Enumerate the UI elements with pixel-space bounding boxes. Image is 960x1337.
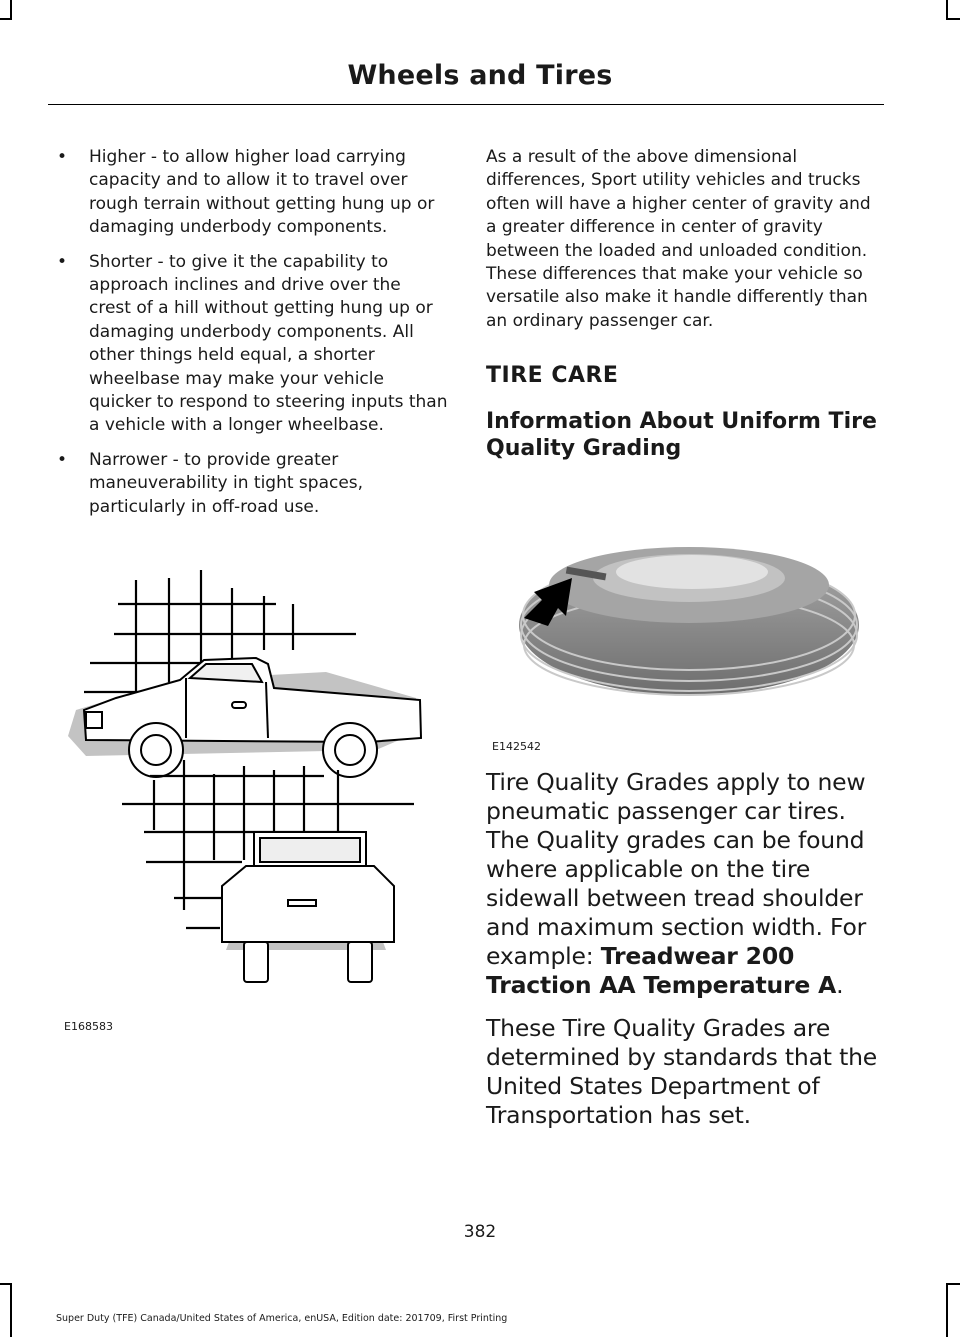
crop-mark [946, 0, 948, 20]
left-column [56, 146, 448, 530]
crop-mark [0, 18, 12, 20]
figure-code: E168583 [64, 1020, 113, 1033]
header-divider [48, 104, 884, 105]
list-item [56, 251, 448, 438]
tire-illustration [514, 530, 864, 700]
list-item [56, 449, 448, 519]
grades-period: . [836, 971, 844, 999]
page-title: Wheels and Tires [347, 60, 613, 91]
subheading: Information About Uniform Tire Quality Grading [486, 409, 877, 462]
crop-mark [946, 1283, 960, 1285]
crop-mark [10, 1283, 12, 1337]
tire-grades-section [486, 768, 882, 1130]
grades-paragraph [486, 768, 882, 1000]
right-column [486, 146, 882, 462]
list-item [56, 146, 448, 240]
crop-mark [10, 0, 12, 20]
publication-info: Super Duty (TFE) Canada/United States of America, enUSA, Edition date: 201709, First Printing [56, 1313, 508, 1324]
standards-paragraph: These Tire Quality Grades are determined by standards that the United States Department of Transportation has set. [486, 1014, 878, 1129]
bullet-marker: • [57, 251, 68, 272]
crop-mark [946, 18, 960, 20]
bullet-marker: • [57, 449, 68, 470]
intro-paragraph: As a result of the above dimensional differences, Sport utility vehicles and trucks often will have a higher center of gravity and a greater difference in center of gravity between the loaded and unloaded condition. These differences that make your vehicle so versatile also make it handle differently than an ordinary passenger car. [486, 147, 871, 331]
crop-mark [0, 1283, 12, 1285]
section-heading: TIRE CARE [486, 363, 619, 389]
truck-dimensions-illustration [56, 560, 456, 1030]
grades-example: Treadwear 200 Traction AA Temperature A [486, 942, 837, 999]
list-item-text: Higher - to allow higher load carrying capacity and to allow it to travel over rough terrain without getting hung up or damaging underbody components. [89, 147, 435, 238]
list-item-text: Shorter - to give it the capability to approach inclines and drive over the crest of a hill without getting hung up or damaging underbody components. All other things held equal, a shorter wheelbase may make your vehicle quicker to respond to steering inputs than a vehicle with a longer wheelbase. [89, 251, 448, 436]
list-item-text: Narrower - to provide greater maneuverability in tight spaces, particularly in off-road use. [89, 449, 364, 517]
page-number: 382 [463, 1222, 497, 1242]
figure-code: E142542 [492, 740, 541, 753]
grades-text: Tire Quality Grades apply to new pneumatic passenger car tires. The Quality grades can be found where applicable on the tire sidewall between tread shoulder and maximum section width. For example: [486, 768, 867, 970]
bullet-marker: • [57, 147, 68, 167]
crop-mark [946, 1283, 948, 1337]
